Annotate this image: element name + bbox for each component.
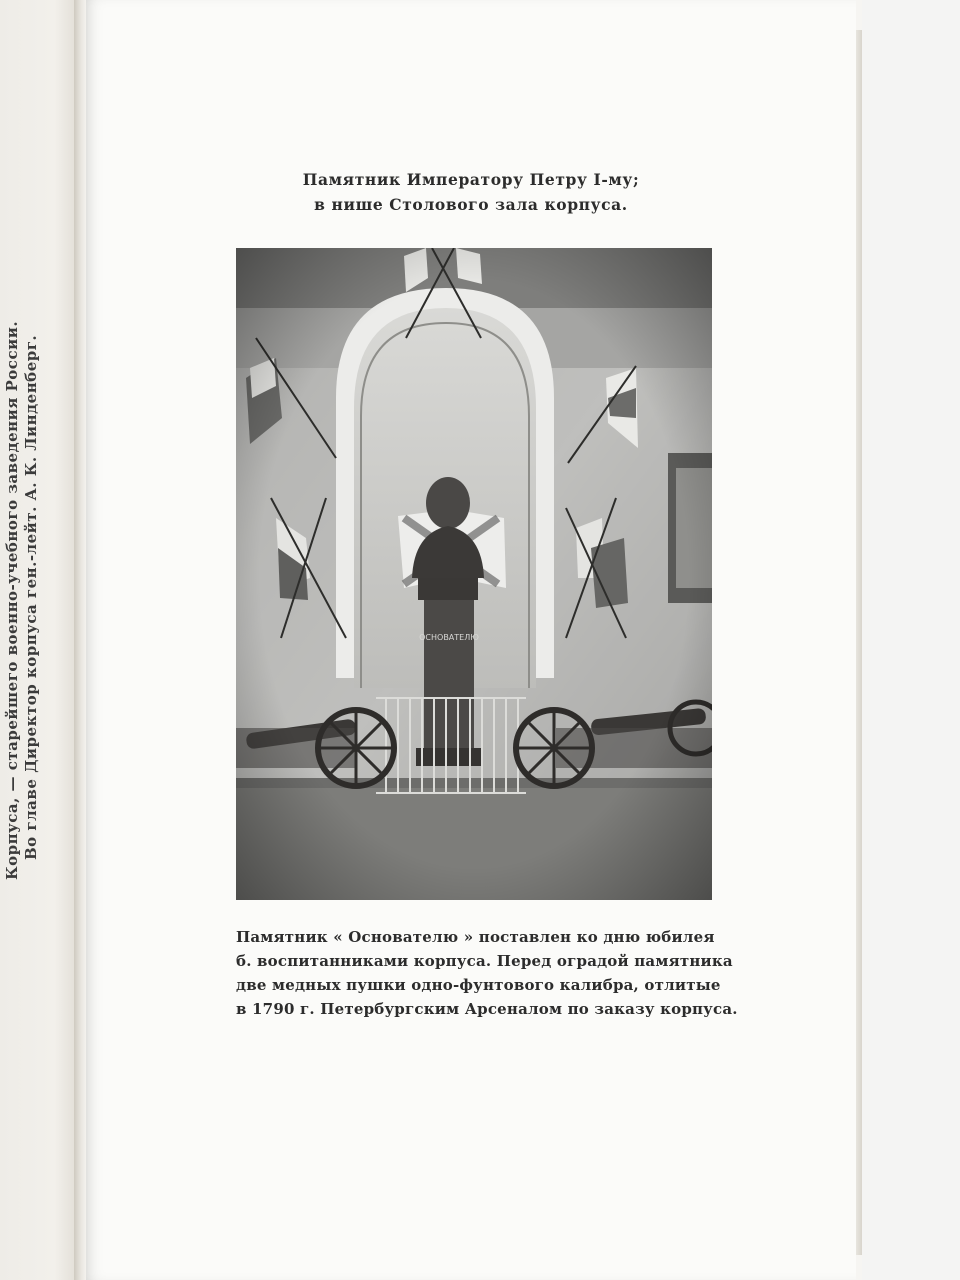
page-title-line-2: в нише Столового зала корпуса. xyxy=(314,195,628,214)
caption-line-1: Памятник « Основателю » поставлен ко дню юбилея xyxy=(236,928,715,946)
left-page-line-2: Во главе Директор корпуса ген.-лейт. А. К. Линденберг. xyxy=(22,334,40,860)
left-page-rotated-text xyxy=(0,0,78,900)
left-page-line-1: Корпуса, — старейшего военно-учебного заведения России. xyxy=(3,320,21,880)
caption-line-4: в 1790 г. Петербургским Арсеналом по заказу корпуса. xyxy=(236,1000,738,1018)
monument-photo-drawing xyxy=(236,248,712,900)
monument-photo xyxy=(236,248,712,900)
page-title-line-1: Памятник Императору Петру I-му; xyxy=(302,170,640,189)
left-page xyxy=(0,0,78,1280)
caption-line-3: две медных пушки одно-фунтового калибра, отлитые xyxy=(236,976,721,994)
caption-line-2: б. воспитанниками корпуса. Перед оградой памятника xyxy=(236,952,733,970)
book-gutter xyxy=(74,0,86,1280)
table-background xyxy=(862,0,960,1280)
page-edge xyxy=(856,30,862,1255)
